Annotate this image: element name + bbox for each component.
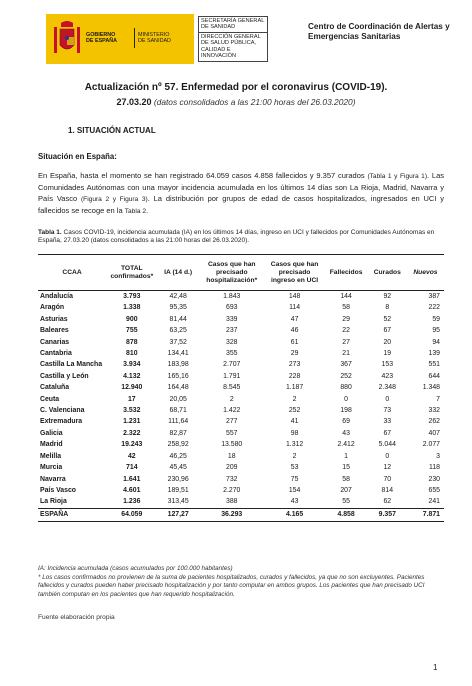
cell-fall: 367 [340,361,352,369]
source-note: Fuente elaboración propia [38,614,115,621]
cell-hosp: 13.580 [221,441,243,449]
cell-hosp: 1.843 [223,293,241,300]
header-ia: IA (14 d.) [158,255,199,291]
cell-cur: 12 [383,464,392,472]
cell-conf: 1.641 [123,475,141,483]
table-body [38,291,444,522]
table-row [38,359,444,370]
cell-uci: 148 [288,293,301,300]
cell-conf: 19.243 [121,441,143,449]
table-row [38,325,444,336]
cell-nue: 2.077 [422,441,440,449]
cell-cur: 153 [381,361,394,369]
table-row [38,474,444,485]
cell-conf: 755 [126,327,138,335]
cell-hosp: 2.270 [223,486,241,494]
paragraph-text-1: En España, hasta el momento se han registrado 64.059 casos 4.858 fallecidos y 9.357 curados [38,171,368,180]
header-confirmados: TOTAL confirmados* [106,255,158,291]
cell-ccaa: Castilla La Mancha [40,361,103,369]
cell-cur: 0 [385,452,390,460]
cell-uci: 53 [290,464,299,472]
cell-hosp: 339 [225,315,238,323]
cell-uci: 29 [290,350,299,358]
cell-hosp: 388 [225,498,238,506]
cell-hosp: 557 [225,429,238,437]
table-row [38,451,444,462]
cell-fall: 27 [342,338,350,346]
table-caption [38,229,444,246]
table-row [38,382,444,393]
table-row [38,348,444,359]
cell-uci: 228 [288,372,301,380]
cell-uci: 252 [288,407,301,415]
document-header [46,14,452,66]
cell-nue: 644 [428,372,440,380]
cell-ia: 134,41 [167,350,189,358]
cell-ia: 63,25 [169,327,187,335]
ministry-label-line1: MINISTERIO [138,32,170,38]
cell-uci: 46 [290,327,299,335]
cell-hosp: 237 [225,327,238,335]
logo-divider [134,28,135,48]
ministry-label-line2: DE SANIDAD [138,38,171,44]
cell-conf: 878 [126,338,138,346]
cell-fall: 29 [342,315,350,323]
cell-ia: 81,44 [169,315,187,323]
cell-ccaa: Melilla [40,452,62,460]
cell-uci: 75 [290,475,299,483]
cell-cur: 5.044 [378,441,396,449]
table-row [38,439,444,450]
cell-uci: 1.312 [285,441,304,449]
cell-nue: 95 [432,327,440,335]
cell-cur: 9.357 [368,508,407,521]
cell-fall: 4.858 [324,508,367,521]
cell-ia: 45,45 [169,464,187,472]
cell-cur: 52 [383,315,392,323]
cell-fall: 15 [342,464,350,472]
cell-conf: 4.601 [123,486,141,494]
cell-nue: 407 [428,429,440,437]
cell-nue: 551 [428,361,440,369]
header-uci: Casos que han precisado ingreso en UCI [265,255,325,291]
cell-ccaa: Madrid [40,441,63,449]
cell-conf: 4.132 [123,372,141,380]
table-row [38,496,444,508]
cell-hosp: 2 [229,395,234,403]
cell-hosp: 693 [225,304,238,312]
cell-ccaa: Galicia [40,429,63,437]
cell-ccaa: La Rioja [40,498,67,506]
cell-uci: 273 [288,361,301,369]
header-fallecidos: Fallecidos [324,255,367,291]
table-header-row [38,255,444,291]
situation-paragraph [38,170,444,217]
table-total-row [38,508,444,521]
cell-cur: 2.348 [378,384,396,392]
cell-hosp: 18 [227,452,236,460]
cell-cur: 33 [383,418,392,426]
cell-ccaa: ESPAÑA [38,508,106,521]
header-curados: Curados [368,255,407,291]
cell-conf: 1.231 [123,418,141,426]
secretaria-label: SECRETARÍA GENERAL DE SANIDAD [201,18,265,31]
cell-hosp: 209 [225,464,238,472]
cell-hosp: 328 [225,338,238,346]
cell-fall: 1 [344,452,348,460]
cell-conf: 3.934 [123,361,141,369]
cell-uci: 4.165 [265,508,325,521]
cell-uci: 154 [288,486,301,494]
cell-conf: 12.940 [121,384,143,392]
cell-nue: 1.348 [422,384,440,392]
cell-hosp: 2.707 [223,361,241,369]
cell-fall: 0 [344,395,348,403]
situation-heading: Situación en España: [38,152,117,161]
cell-ccaa: Cataluña [40,384,70,392]
table-row [38,314,444,325]
cell-ccaa: C. Valenciana [40,407,85,415]
table-caption-text: Casos COVID-19, incidencia acumulada (IA) en los últimos 14 días, ingreso en UCI y fallecidos por Comunidades Autónomas en España, 27.03.20 (datos consolidados a las 21:00 horas del 26.03.2020). [38,229,435,245]
cell-ia: 46,25 [169,452,187,460]
table-row [38,485,444,496]
cell-ia: 230,96 [167,475,189,483]
table-caption-label: Tabla 1. [38,229,62,236]
cell-ccaa: Murcia [40,464,63,472]
cell-nue: 241 [428,498,440,506]
paragraph-ref-1: (Tabla 1 y Figura 1) [367,173,428,180]
cell-nue: 7 [436,395,440,403]
cell-ccaa: Cantabria [40,350,72,358]
cell-uci: 41 [290,418,299,426]
cell-ia: 37,52 [169,338,187,346]
cell-fall: 55 [342,498,350,506]
cell-uci: 2 [292,452,297,460]
cell-nue: 59 [432,315,440,323]
cell-hosp: 277 [225,418,238,426]
cell-fall: 198 [340,407,352,415]
table-row [38,337,444,348]
cell-cur: 20 [383,338,392,346]
cell-cur: 73 [383,407,392,415]
cell-fall: 144 [340,293,352,300]
cell-fall: 22 [342,327,350,335]
cell-hosp: 36.293 [199,508,265,521]
cell-ccaa: Asturias [40,315,68,323]
cell-conf: 17 [127,395,136,403]
cell-uci: 47 [290,315,299,323]
government-logo [46,14,194,64]
cell-conf: 1.236 [123,498,141,506]
cell-uci: 114 [289,304,301,312]
cell-fall: 69 [342,418,350,426]
cell-ccaa: Canarias [40,338,70,346]
cell-ia: 189,51 [167,486,189,494]
cell-uci: 98 [290,429,299,437]
gov-label-line2: DE ESPAÑA [86,38,118,44]
cell-ia: 313,45 [167,498,189,506]
cell-ccaa: Navarra [40,475,66,483]
cell-hosp: 355 [225,350,238,358]
cell-hosp: 732 [225,475,238,483]
cell-hosp: 1.422 [223,407,241,415]
note-ia: IA: Incidencia acumulada (casos acumulados por 100.000 habitantes) [38,565,233,572]
cell-fall: 2.412 [337,441,355,449]
header-nuevos: Nuevos [407,255,444,291]
cell-fall: 58 [342,304,350,312]
page-number: 1 [433,663,438,672]
cell-cur: 423 [381,372,394,380]
cell-uci: 43 [290,498,299,506]
cell-ccaa: Baleares [40,327,69,335]
cell-nue: 139 [428,350,440,358]
cell-ccaa: Extremadura [40,418,83,426]
cell-hosp: 1.791 [223,372,241,380]
cell-cur: 67 [383,327,392,335]
cell-fall: 880 [340,384,352,392]
cell-cur: 8 [385,304,390,312]
table-row [38,394,444,405]
document-date-line [0,97,472,107]
cell-nue: 387 [428,293,440,300]
cell-conf: 42 [127,452,136,460]
cell-nue: 94 [432,338,440,346]
cell-cur: 67 [383,429,392,437]
cell-ccaa: Castilla y León [40,372,89,380]
cell-conf: 64.059 [106,508,158,521]
cell-ia: 68,71 [169,407,187,415]
paragraph-text-4: . [145,206,149,215]
paragraph-ref-3: Tabla 2 [124,208,146,215]
cell-conf: 3.532 [123,407,141,415]
cell-ia: 42,48 [169,293,187,300]
table-row [38,428,444,439]
cell-conf: 714 [126,464,138,472]
note-confirmados: * Los casos confirmados no provienen de la suma de pacientes hospitalizados, curados y fallecidos, ya que no son excluyentes. Pacientes fallecidos y curados pueden haber precisado hospitalización y por tanto computar en ambos grupos. Los pacientes que han precisado UCI también computan en los pacientes que han requerido hospitalización. [38,573,425,598]
cell-nue: 222 [428,304,440,312]
department-box [198,16,268,62]
cell-ia: 164,48 [167,384,189,392]
cell-ccaa: Aragón [40,304,65,312]
cell-fall: 43 [342,429,350,437]
table-row [38,416,444,427]
header-hospitalizacion: Casos que han precisado hospitalización* [199,255,265,291]
table-notes [38,565,444,599]
cell-nue: 332 [428,407,440,415]
cell-conf: 1.338 [123,304,141,312]
table-row [38,462,444,473]
table-row [38,371,444,382]
cell-ia: 111,64 [168,418,189,426]
table-row [38,291,444,303]
cell-uci: 2 [292,395,297,403]
paragraph-text-2: . Las Comunidades Autónomas con una mayor incidencia acumulada en los últimos 14 días son La Rioja, Madrid, Navarra y País Vasco [38,171,445,203]
cell-ia: 183,98 [167,361,189,369]
cell-ia: 165,16 [167,372,189,380]
cell-hosp: 8.545 [223,384,241,392]
header-ccaa: CCAA [38,255,106,291]
cell-conf: 2.322 [123,429,141,437]
cell-ccaa: Andalucía [40,293,73,300]
cell-cur: 814 [381,486,394,494]
cell-conf: 810 [126,350,138,358]
cell-nue: 7.871 [407,508,444,521]
cell-conf: 900 [126,315,138,323]
cell-cur: 19 [383,350,392,358]
cell-cur: 70 [383,475,392,483]
gov-label-line1: GOBIERNO [86,32,116,38]
paragraph-text-3: . La distribución por grupos de edad de casos hospitalizados, ingresados en UCI y fallecidos se recoge en la [38,194,444,215]
cell-nue: 230 [428,475,440,483]
cell-ia: 127,27 [158,508,199,521]
cell-nue: 262 [428,418,440,426]
direccion-label: DIRECCIÓN GENERAL DE SALUD PÚBLICA, CALIDAD E INNOVACIÓN [199,32,267,61]
cell-cur: 92 [383,293,392,300]
cell-nue: 655 [428,486,440,494]
cell-ia: 82,87 [169,429,187,437]
cell-ccaa: País Vasco [40,486,77,494]
document-date: 27.03.20 [116,97,152,107]
cell-fall: 252 [340,372,352,380]
section-heading: 1. SITUACIÓN ACTUAL [68,126,156,135]
table-row [38,302,444,313]
cell-fall: 207 [340,486,352,494]
covid-cases-table [38,254,444,522]
paragraph-ref-2: (Figura 2 y Figura 3) [80,196,148,203]
cell-ia: 258,92 [167,441,189,449]
cell-ia: 20,05 [169,395,187,403]
document-title: Actualización nº 57. Enfermedad por el coronavirus (COVID-19). [84,82,388,93]
cell-cur: 62 [383,498,392,506]
cell-fall: 58 [342,475,350,483]
document-date-note: (datos consolidados a las 21:00 horas del 26.03.2020) [153,97,356,107]
cell-cur: 0 [385,395,390,403]
cell-ia: 95,35 [169,304,187,312]
cell-nue: 118 [429,464,440,472]
cell-fall: 21 [342,350,350,358]
table-row [38,405,444,416]
cell-uci: 1.187 [285,384,304,392]
coat-of-arms-icon [52,19,82,59]
centro-label: Centro de Coordinación de Alertas y Emergencias Sanitarias [308,22,450,41]
cell-uci: 61 [290,338,299,346]
cell-conf: 3.793 [123,293,141,300]
cell-ccaa: Ceuta [40,395,60,403]
cell-nue: 3 [436,452,440,460]
